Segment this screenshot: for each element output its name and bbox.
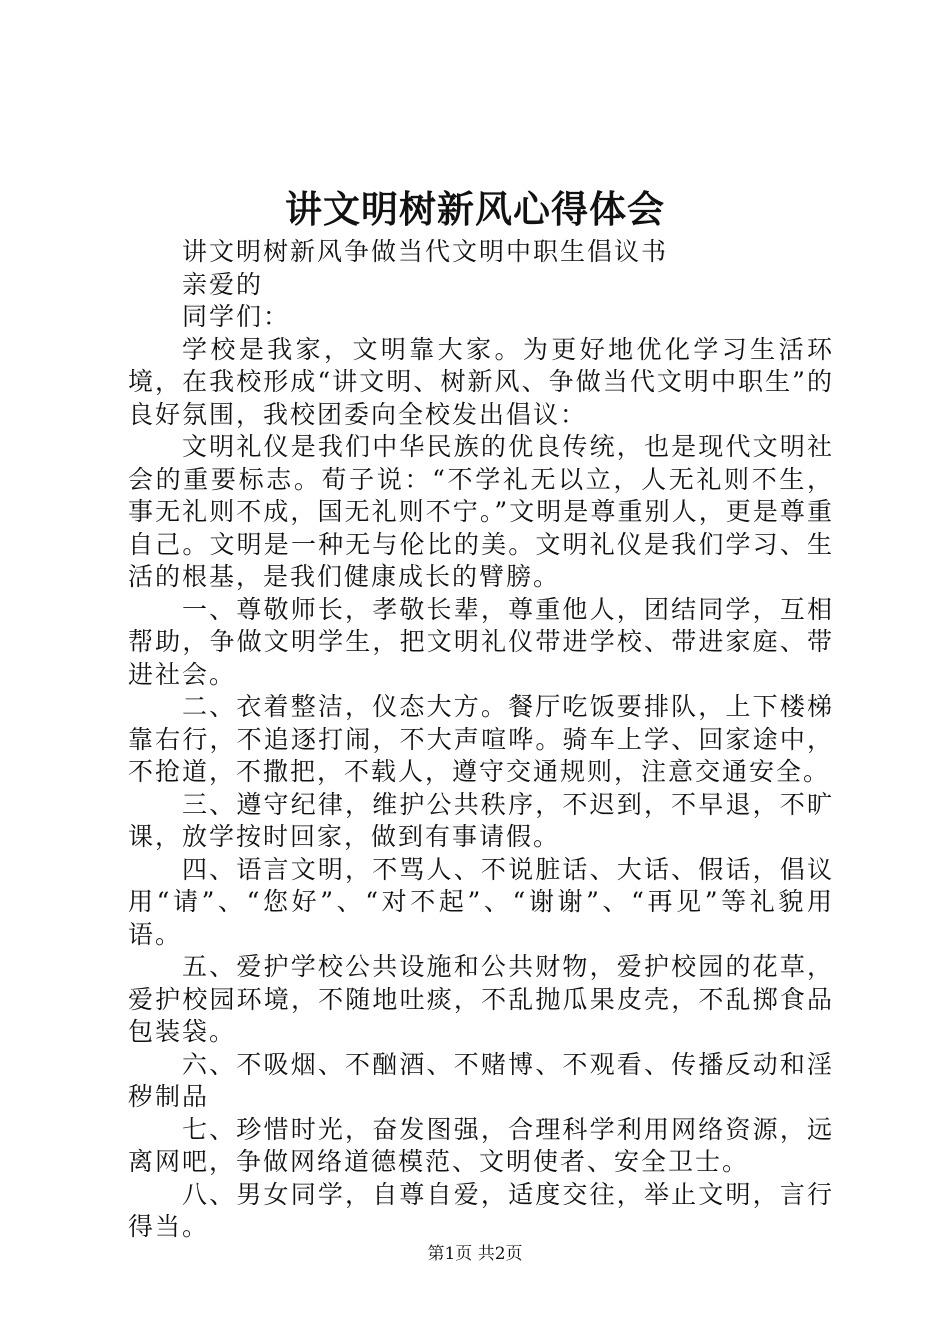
paragraph: 讲文明树新风争做当代文明中职生倡议书 bbox=[182, 237, 669, 266]
paragraph: 五、爱护学校公共设施和公共财物，爱护校园的花草，爱护校园环境，不随地吐痰，不乱抛瓜果皮壳，不乱掷食品包装袋。 bbox=[128, 952, 834, 1046]
paragraph: 文明礼仪是我们中华民族的优良传统，也是现代文明社会的重要标志。荀子说：“不学礼无以立，人无礼则不生，事无礼则不成，国无礼则不宁。”文明是尊重别人，更是尊重自己。文明是一种无与伦比的美。文明礼仪是我们学习、生活的根基，是我们健康成长的臂膀。 bbox=[128, 432, 834, 591]
paragraph: 同学们： bbox=[182, 302, 291, 331]
paragraph: 六、不吸烟、不酗酒、不赌博、不观看、传播反动和淫秽制品 bbox=[128, 1049, 834, 1111]
document-body bbox=[128, 236, 834, 1244]
page-footer: 第1页 共2页 bbox=[427, 1244, 523, 1264]
paragraph: 二、衣着整洁，仪态大方。餐厅吃饭要排队，上下楼梯靠右行，不追逐打闹，不大声喧哗。骑车上学、回家途中，不抢道，不撒把，不载人，遵守交通规则，注意交通安全。 bbox=[128, 692, 834, 786]
paragraph: 亲爱的 bbox=[182, 269, 264, 299]
paragraph: 一、尊敬师长，孝敬长辈，尊重他人，团结同学，互相帮助，争做文明学生，把文明礼仪带进学校、带进家庭、带进社会。 bbox=[128, 594, 834, 689]
paragraph: 四、语言文明，不骂人、不说脏话、大话、假话，倡议用“请”、“您好”、“对不起”、“谢谢”、“再见”等礼貌用语。 bbox=[128, 854, 834, 949]
document-title: 讲文明树新风心得体会 bbox=[285, 187, 665, 231]
paragraph: 八、男女同学，自尊自爱，适度交往，举止文明，言行得当。 bbox=[128, 1179, 834, 1241]
paragraph: 学校是我家，文明靠大家。为更好地优化学习生活环境，在我校形成“讲文明、树新风、争做当代文明中职生”的良好氛围，我校团委向全校发出倡议： bbox=[128, 334, 834, 429]
paragraph: 三、遵守纪律，维护公共秩序，不迟到，不早退，不旷课，放学按时回家，做到有事请假。 bbox=[128, 789, 834, 851]
paragraph: 七、珍惜时光，奋发图强，合理科学利用网络资源，远离网吧，争做网络道德模范、文明使者、安全卫士。 bbox=[128, 1114, 834, 1176]
